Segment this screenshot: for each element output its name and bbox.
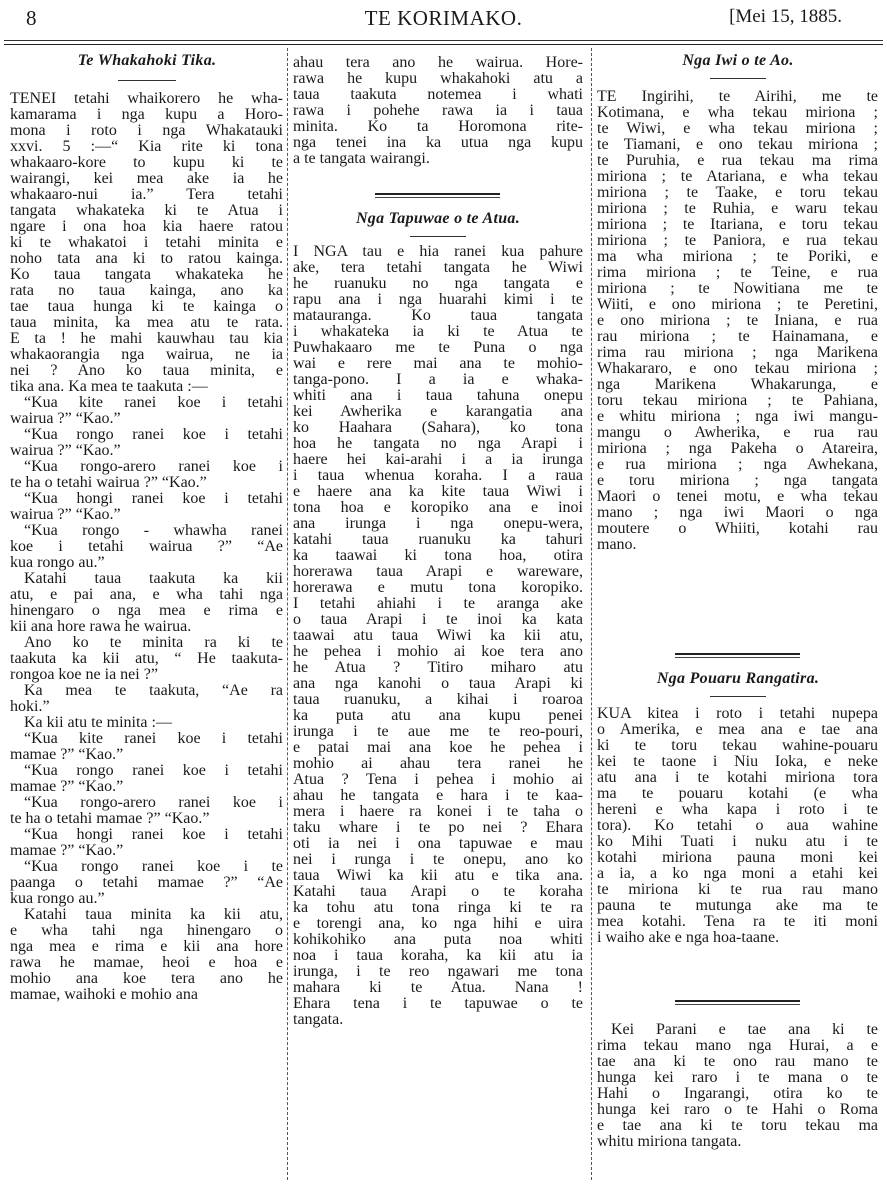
text-line: ma te pouaru kotahi (e wha [597, 785, 878, 802]
text-line: ahau he tangata e hara i te kaa- [293, 787, 583, 804]
text-line: ana irunga i nga onepu-wera, [293, 515, 583, 532]
text-line: “Kua rongo-arero ranei koe i [24, 794, 283, 811]
text-line: whitu miriona tangata. [597, 1133, 742, 1150]
text-line: pauna te mutunga ake ma te [597, 897, 878, 914]
text-line: ki te whakatoi i tetahi minita e [10, 234, 283, 251]
text-line: Katahi taua Arapi o te koraha [293, 883, 583, 900]
article-body [597, 705, 878, 945]
text-line: a te tangata wairangi. [293, 150, 430, 167]
text-line: KUA kitea i roto i tetahi nupepa [597, 705, 878, 722]
text-line: “Kua rongo-arero ranei koe i [24, 458, 283, 475]
heading-rule [410, 236, 466, 237]
text-line: moutere o Whiiti, kotahi rau [597, 520, 878, 537]
text-line: te Tiamani, e ono tekau miriona ; [597, 136, 878, 153]
text-line: taku whare i te po nei ? Ehara [293, 819, 583, 836]
text-line: irunga, i te reo ngawari me tona [293, 963, 583, 980]
text-line: e patai mai ana koe he pehea i [293, 739, 583, 756]
text-line: miriona ; te Itariana, e toru tekau [597, 216, 878, 233]
text-line: hoa he tangata no nga Arapi i [293, 435, 583, 452]
text-line: te Wiwi, e wha tekau miriona ; [597, 120, 878, 137]
text-line: whakaaro-kore to kupu ki te [10, 154, 283, 171]
text-line: rima miriona ; te Teine, e rua [597, 264, 878, 281]
text-line: o Amerika, e mea ana e tae ana [597, 721, 878, 738]
section-rule [675, 653, 800, 658]
text-line: e ono miriona ; te Iniana, e rua [597, 312, 878, 329]
text-line: taua ruanuku, a kihai i roaroa [293, 691, 583, 708]
text-line: ka taawai ki tona hoa, otira [293, 547, 583, 564]
text-line: Atua ? Tena i pehea i mohio ai [293, 771, 583, 788]
text-line: noho tata ana ki to ratou kainga. [10, 250, 283, 267]
text-line: nga tenei ina ka utua nga kupu [293, 134, 583, 151]
text-line: E ta ! he mahi kauwhau tau kia [10, 330, 283, 347]
text-line: ko Haahara (Sahara), ko tona [293, 419, 583, 436]
heading-rule [710, 78, 766, 79]
text-line: mano ; nga iwi Maori o nga [597, 504, 878, 521]
text-line: mona i roto i nga Whakatauki [10, 122, 283, 139]
text-line: taua minita, ka mea atu te rata. [10, 314, 283, 331]
header-rule [4, 44, 883, 45]
text-line: tangata whakateka ki te Atua i [10, 202, 283, 219]
text-line: minita. Ko ta Horomona rite- [293, 118, 583, 135]
text-line: mohio ai ahau tera ranei he [293, 755, 583, 772]
text-line: whakaorangia nga wairua, ne ia [10, 346, 283, 363]
text-line: toru tekau miriona ; te Pahiana, [597, 392, 878, 409]
text-line: nga mea e rima e kii ana hore [10, 938, 283, 955]
section-rule [675, 1000, 800, 1005]
text-line: Puwhakaaro me te Puna o nga [293, 339, 583, 356]
text-line: rapu ana i nga huarahi kimi i te [293, 291, 583, 308]
text-line: te miriona ki te rua rau mano [597, 881, 878, 898]
text-line: mamae ?” “Kao.” [10, 842, 124, 859]
text-line: matauranga. Ko taua tangata [293, 307, 583, 324]
text-line: Ano ko te minita ra ki te [24, 634, 283, 651]
text-line: ana nga kanohi o taua Arapi ki [293, 675, 583, 692]
text-line: miriona ; nga Pakeha o Atareira, [597, 440, 878, 457]
text-line: irunga i te aue me te reo-pouri, [293, 723, 583, 740]
text-line: tae taua hunga ki te kainga o [10, 298, 283, 315]
text-line: rima rau miriona ; nga Marikena [597, 344, 878, 361]
text-line: TENEI tetahi whaikorero he wha- [10, 90, 283, 107]
text-line: wairua ?” “Kao.” [10, 442, 121, 459]
text-line: ka puta atu ana kupu penei [293, 707, 583, 724]
text-line: rawa he mamae, heoi e hoa e [10, 954, 283, 971]
text-line: Katahi taua minita ka kii atu, [24, 906, 283, 923]
heading-rule [710, 696, 766, 697]
text-line: “Kua hongi ranei koe i tetahi [24, 490, 283, 507]
column-divider [287, 48, 288, 1180]
text-line: e haere ana ka kite taua Wiwi i [293, 483, 583, 500]
text-line: mohio ana koe tera ano he [10, 970, 283, 987]
text-line: e torengi ana, ko nga hihi e uira [293, 915, 583, 932]
text-line: taakuta ka kii atu, “ He taakuta- [10, 650, 283, 667]
text-line: Hahi o Ingarangi, otira ko te [597, 1085, 878, 1102]
newspaper-title: TE KORIMAKO. [364, 6, 523, 30]
article-heading: Nga Tapuwae o te Atua. [355, 210, 521, 227]
text-line: tika ana. Ka mea te taakuta :— [10, 378, 208, 395]
text-line: rau miriona ; te Hainamana, e [597, 328, 878, 345]
text-line: he ruanuku no nga tangata e [293, 275, 583, 292]
section-rule [375, 193, 500, 198]
text-line: mangu o Awherika, e rua rau [597, 424, 878, 441]
text-line: paanga o tetahi mamae ?” “Ae [10, 874, 283, 891]
text-line: Kotimana, e wha tekau miriona ; [597, 104, 878, 121]
text-line: Katahi taua taakuta ka kii [24, 570, 283, 587]
text-line: “Kua rongo ranei koe i tetahi [24, 426, 283, 443]
text-line: “Kua rongo - whawha ranei [24, 522, 283, 539]
text-line: Ehara tena i te tapuwae o te [293, 995, 583, 1012]
text-line: te Puruhia, e rua tekau ma rima [597, 152, 878, 169]
header-rule [4, 40, 883, 41]
text-line: te ha o tetahi mamae ?” “Kao.” [10, 810, 210, 827]
text-line: a ia, a ko nga moni a etahi kei [597, 865, 878, 882]
text-line: miriona ; te Nowitiana me te [597, 280, 878, 297]
text-line: Ko taua tangata whakateka he [10, 266, 283, 283]
article-heading: Nga Iwi o te Ao. [682, 52, 794, 69]
text-line: kamarama i nga kupu a Horo- [10, 106, 283, 123]
text-line: e toru miriona ; nga tangata [597, 472, 878, 489]
text-line: atu, e pai ana, e wha tahi nga [10, 586, 283, 603]
article-body [10, 89, 283, 1001]
text-line: miriona ; te Ruhia, e waru tekau [597, 200, 878, 217]
text-line: mea kotahi. Tena ra te iti moni [597, 913, 878, 930]
text-line: “Kua rongo ranei koe i te [24, 858, 283, 875]
text-line: Kei Parani e tae ana ki te [611, 1021, 878, 1038]
text-line: Wiiti, e ono miriona ; te Peretini, [597, 296, 878, 313]
text-line: e tae ana ki te toru tekau ma [597, 1117, 878, 1134]
text-line: nga Marikena Whakarunga, e [597, 376, 878, 393]
text-line: koe i tetahi wairua ?” “Ae [10, 538, 283, 555]
column-divider [591, 48, 592, 1180]
text-line: ngare i ona hoa kia haere ratou [10, 218, 283, 235]
text-line: wai e rere mai ana te mohio- [293, 355, 583, 372]
text-line: ka tohu atu tona ringa ki te ra [293, 899, 583, 916]
text-line: i whakateka ia ki te Atua te [293, 323, 583, 340]
article-heading: Nga Pouaru Rangatira. [656, 670, 820, 687]
text-line: hunga kei raro i te mana o te [597, 1069, 878, 1086]
text-line: e rua miriona ; nga Awhekana, [597, 456, 878, 473]
text-line: te ha o tetahi wairua ?” “Kao.” [10, 474, 207, 491]
text-line: kua rongo au.” [10, 554, 105, 571]
text-line: whakaaro-nui ia.” Tera tetahi [10, 186, 283, 203]
text-line: “Kua kite ranei koe i tetahi [24, 394, 283, 411]
text-line: kei Awherika e karangatia ana [293, 403, 583, 420]
text-line: kotahi miriona pauna moni kei [597, 849, 878, 866]
text-line: mamae, waihoki e mohio ana [10, 986, 198, 1003]
text-line: rima tekau mano nga Hurai, a e [597, 1037, 878, 1054]
text-line: tae ana ki te ono rau mano te [597, 1053, 878, 1070]
text-line: “Kua rongo ranei koe i tetahi [24, 762, 283, 779]
text-line: haere hei kai-arahi i a ia irunga [293, 451, 583, 468]
text-line: xxvi. 5 :—“ Kia rite ki tona [10, 138, 283, 155]
text-line: noa i taua koraha, ka kii atu ia [293, 947, 583, 964]
text-line: wairangi, kei mea ake ia he [10, 170, 283, 187]
text-line: e whitu miriona ; nga iwi mangu- [597, 408, 878, 425]
text-line: tanga-pono. I a ia e whaka- [293, 371, 583, 388]
text-line: mamae ?” “Kao.” [10, 746, 124, 763]
text-line: taua taakuta notemea i whati [293, 86, 583, 103]
text-line: nei i runga i te onepu, ano ko [293, 851, 583, 868]
text-line: tona hoa e koropiko ana e inoi [293, 499, 583, 516]
text-line: “Kua hongi ranei koe i tetahi [24, 826, 283, 843]
page-number: 8 [26, 6, 37, 30]
text-line: ake, tera tetahi tangata he Wiwi [293, 259, 583, 276]
text-line: Ka kii atu te minita :— [24, 714, 172, 731]
issue-date: [Mei 15, 1885. [729, 6, 842, 27]
article-continuation [293, 53, 583, 165]
text-line: I NGA tau e hia ranei kua pahure [293, 243, 583, 260]
text-line: atu ana i te kotahi miriona tora [597, 769, 878, 786]
text-line: hinengaro o nga mea e rima e [10, 602, 283, 619]
text-line: ki te toru tekau wahine-pouaru [597, 737, 878, 754]
text-line: kua rongo au.” [10, 890, 105, 907]
text-line: hunga kei raro o te Hahi o Roma [597, 1101, 878, 1118]
article-body [597, 88, 878, 552]
text-line: wairua ?” “Kao.” [10, 506, 121, 523]
text-line: he pehea i mohio ai koe tera ano [293, 643, 583, 660]
text-line: taawai atu taua Wiwi ka kii atu, [293, 627, 583, 644]
text-line: kii ana hore rawa he wairua. [10, 618, 192, 635]
article-body [597, 1020, 878, 1148]
article-heading: Te Whakahoki Tika. [77, 52, 217, 69]
text-line: rata no taua kainga, ano ka [10, 282, 283, 299]
text-line: Whakararo, e ono tekau miriona ; [597, 360, 878, 377]
text-line: ma wha miriona ; te Poriki, e [597, 248, 878, 265]
text-line: miriona ; te Taake, e toru tekau [597, 184, 878, 201]
text-line: horerawa e mutu tona koropiko. [293, 579, 583, 596]
text-line: hereni e wha kapa i roto i te [597, 801, 878, 818]
text-line: whiti ana i taua tahuna onepu [293, 387, 583, 404]
text-line: hoki.” [10, 698, 50, 715]
text-line: i taua whenua koraha. I a raua [293, 467, 583, 484]
text-line: Maori o tenei motu, e wha tekau [597, 488, 878, 505]
text-line: katahi taua ruanuku ka tahuri [293, 531, 583, 548]
text-line: mano. [597, 536, 637, 553]
text-line: mamae ?” “Kao.” [10, 778, 124, 795]
heading-rule [118, 80, 176, 81]
text-line: kohikohiko ana puta noa whiti [293, 931, 583, 948]
text-line: nei ? Ano ko taua minita, e [10, 362, 283, 379]
text-line: Ka mea te taakuta, “Ae ra [24, 682, 283, 699]
text-line: oti ia nei i ona tapuwae e mau [293, 835, 583, 852]
text-line: “Kua kite ranei koe i tetahi [24, 730, 283, 747]
text-line: miriona ; te Paniora, e rua tekau [597, 232, 878, 249]
text-line: kei te taone i Niu Ioka, e neke [597, 753, 878, 770]
text-line: tangata. [293, 1011, 344, 1028]
text-line: tora). Ko tetahi o aua wahine [597, 817, 878, 834]
text-line: ko Mihi Tuati i nuku atu i te [597, 833, 878, 850]
text-line: horerawa taua Arapi e wareware, [293, 563, 583, 580]
text-line: e wha tahi nga hinengaro o [10, 922, 283, 939]
text-line: i waiho ake e nga hoa-taane. [597, 929, 780, 946]
text-line: rawa i pohehe rawa ia i taua [293, 102, 583, 119]
text-line: ahau tera ano he wairua. Hore- [293, 54, 583, 71]
text-line: mahara ki te Atua. Nana ! [293, 979, 583, 996]
text-line: rawa he kupu whakahoki atu a [293, 70, 583, 87]
text-line: rongoa koe ne ia nei ?” [10, 666, 158, 683]
text-line: I tetahi ahiahi i te aranga ake [293, 595, 583, 612]
text-line: taua Wiwi ka kii atu e tika ana. [293, 867, 583, 884]
text-line: TE Ingirihi, te Airihi, me te [597, 88, 878, 105]
text-line: miriona ; te Atariana, e wha tekau [597, 168, 878, 185]
text-line: wairua ?” “Kao.” [10, 410, 121, 427]
text-line: he Atua ? Titiro miharo atu [293, 659, 583, 676]
article-body [293, 242, 583, 1026]
text-line: o taua Arapi i te inoi ka kata [293, 611, 583, 628]
text-line: mera i haere ra konei i te taha o [293, 803, 583, 820]
